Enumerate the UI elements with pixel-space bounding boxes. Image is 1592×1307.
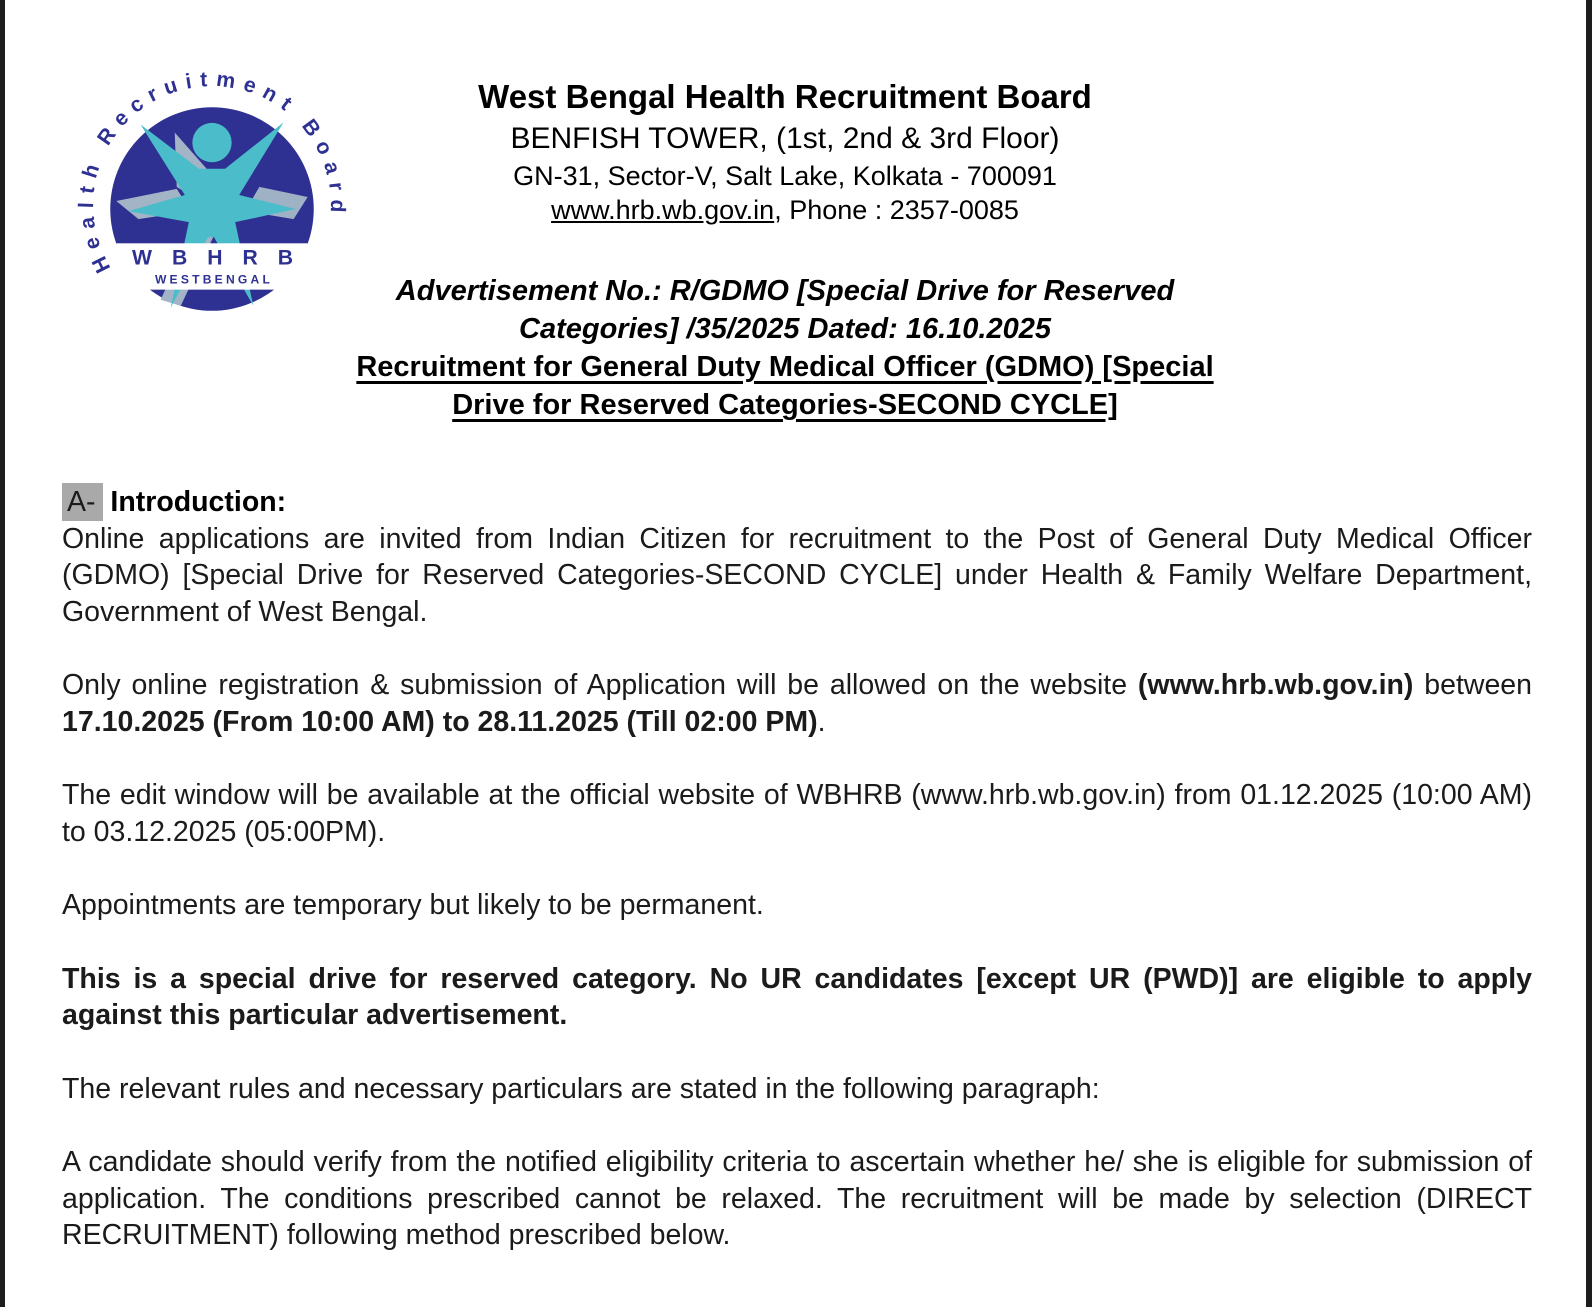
logo-curved-text: Health Recruitment Board [76, 67, 348, 277]
advert-no-line-1: Advertisement No.: R/GDMO [Special Drive for Reserved [395, 275, 1175, 307]
para-candidate-verify: A candidate should verify from the notified eligibility criteria to ascertain whether he/ she is eligible for submission of application. The conditions prescribed cannot be relaxed. The recruitment will be made by selection (DIRECT RECRUITMENT) following method prescribed below. [62, 1146, 1532, 1251]
phone-text: , Phone : 2357-0085 [774, 195, 1019, 225]
page-right-border [1586, 0, 1592, 1307]
wbhrb-logo [76, 64, 348, 340]
logo-band [116, 243, 307, 289]
section-title: Introduction: [110, 486, 287, 518]
para-edit-window: The edit window will be available at the official website of WBHRB (www.hrb.wb.gov.in) from 01.12.2025 (10:00 AM) to 03.12.2025 (05:00PM). [62, 779, 1532, 848]
para2-period: . [817, 705, 826, 738]
para-special-drive-notice: This is a special drive for reserved category. No UR candidates [except UR (PWD)] are eligible to apply against this particular advertisement. [62, 962, 1532, 1031]
contact-line [330, 193, 1240, 227]
recruitment-title-line-1: Recruitment for General Duty Medical Officer (GDMO) [Special [356, 351, 1214, 383]
page-left-border [0, 0, 5, 1307]
para-relevant-rules: The relevant rules and necessary particulars are stated in the following paragraph: [62, 1072, 1100, 1105]
section-label-highlight: A- [62, 483, 103, 521]
para-registration-window [62, 667, 1532, 740]
para2-text: Only online registration & submission of Application will be allowed on the website [62, 669, 1138, 701]
recruitment-title-line-2: Drive for Reserved Categories-SECOND CYCLE] [452, 389, 1118, 421]
letterhead [330, 76, 1240, 424]
para-appointments: Appointments are temporary but likely to be permanent. [62, 889, 764, 921]
website-link[interactable]: www.hrb.wb.gov.in [551, 195, 775, 225]
org-title: West Bengal Health Recruitment Board [478, 78, 1092, 115]
section-heading [62, 484, 1532, 521]
para-online-applications: Online applications are invited from Indian Citizen for recruitment to the Post of General Duty Medical Officer (GDMO) [Special Drive for Reserved Categories-SECOND CYCLE] under Health & Family Welfare Department, Government of West Bengal. [62, 522, 1532, 628]
para2-dates-bold: 17.10.2025 (From 10:00 AM) to 28.11.2025 (Till 02:00 PM) [62, 705, 818, 738]
wbhrb-logo-icon [76, 64, 348, 340]
advert-no-line-2: Categories] /35/2025 Dated: 16.10.2025 [519, 313, 1051, 345]
logo-band-wbhrb: W B H R B [132, 246, 301, 270]
address-line-1: BENFISH TOWER, (1st, 2nd & 3rd Floor) [510, 122, 1060, 155]
advertisement-heading [330, 272, 1240, 424]
para2-between: between [1413, 669, 1533, 701]
address-line-2: GN-31, Sector-V, Salt Lake, Kolkata - 700091 [513, 161, 1057, 191]
para2-website-bold: (www.hrb.wb.gov.in) [1137, 669, 1414, 701]
document-body [62, 484, 1532, 1291]
logo-band-westbengal: WESTBENGAL [154, 272, 274, 287]
